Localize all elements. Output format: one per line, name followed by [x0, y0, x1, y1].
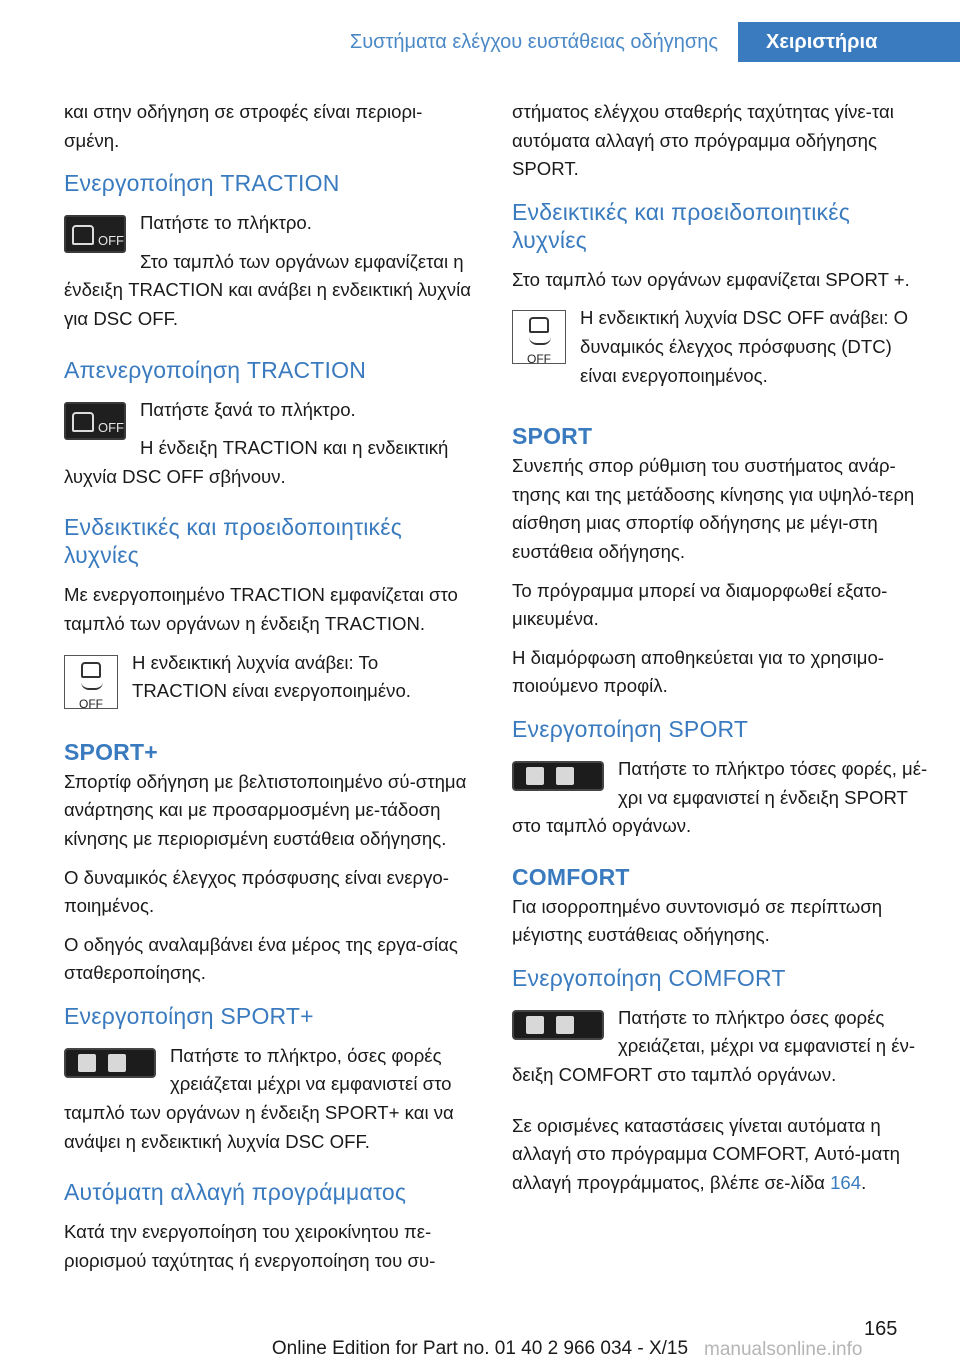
page-header	[0, 0, 960, 62]
heading-activate-sportplus: Ενεργοποίηση SPORT+	[64, 1002, 314, 1029]
heading-comfort: COMFORT	[512, 863, 630, 890]
heading-sportplus: SPORT+	[64, 738, 158, 765]
switch-button	[556, 767, 574, 785]
paragraph: Ο οδηγός αναλαμβάνει ένα μέρος της εργα-σίας σταθεροποίησης.	[64, 933, 458, 984]
paragraph: Σπορτίφ οδήγηση με βελτιστοποιημένο σύ-στημα ανάρτησης και με προσαρμοσμένη με-τάδοση κίνησης με περιορισμένη ευστάθεια οδήγησης.	[64, 770, 467, 849]
off-label: OFF	[527, 352, 551, 367]
paragraph: Η ενδεικτική λυχνία ανάβει: Το TRACTION είναι ενεργοποιημένο.	[132, 651, 411, 702]
switch-button	[108, 1054, 126, 1072]
left-column	[64, 98, 476, 1285]
text: Σε ορισμένες καταστάσεις γίνεται αυτόματα η αλλαγή στο πρόγραμμα COMFORT, Αυτό-ματη αλλαγή προγράμματος, βλέπε σε-λίδα	[512, 1114, 900, 1193]
indicator-lamp-note	[64, 649, 476, 716]
dsc-off-lamp-icon	[64, 655, 118, 709]
traction-off-button-icon	[64, 215, 126, 253]
instruction-activate-traction	[64, 209, 476, 333]
paragraph: Η ένδειξη TRACTION και η ενδεικτική λυχνία DSC OFF σβήνουν.	[64, 437, 449, 487]
indicator-lamp-note	[512, 304, 928, 400]
paragraph: Με ενεργοποιημένο TRACTION εμφανίζεται στο ταμπλό των οργάνων η ένδειξη TRACTION.	[64, 584, 458, 634]
skid-lines-icon	[529, 333, 551, 345]
traction-off-button-icon	[64, 402, 126, 440]
heading-auto-change: Αυτόματη αλλαγή προγράμματος	[64, 1179, 407, 1206]
switch-button	[526, 767, 544, 785]
switch-button	[526, 1016, 544, 1034]
heading-activate-traction: Ενεργοποίηση TRACTION	[64, 170, 340, 197]
heading-indicators: Ενδεικτικές και προειδοποιητικές λυχνίες	[64, 514, 402, 569]
paragraph: στήματος ελέγχου σταθερής ταχύτητας γίνε-ται αυτόματα αλλαγή στο πρόγραμμα οδήγησης SPORT.	[512, 101, 894, 180]
paragraph: Για ισορροπημένο συντονισμό σε περίπτωση μέγιστης ευστάθειας οδήγησης.	[512, 895, 883, 946]
paragraph: Στο ταμπλό των οργάνων εμφανίζεται SPORT +.	[512, 268, 910, 290]
watermark: manualsonline.info	[704, 1339, 863, 1360]
car-icon	[72, 225, 94, 245]
paragraph: Το πρόγραμμα μπορεί να διαμορφωθεί εξατο-μικευμένα.	[512, 579, 888, 630]
dsc-off-lamp-icon	[512, 310, 566, 367]
car-icon	[81, 662, 101, 678]
paragraph-with-link	[512, 1112, 928, 1198]
instruction-activate-sport	[512, 755, 928, 841]
car-icon	[529, 317, 549, 333]
paragraph: Πατήστε το πλήκτρο, όσες φορές χρειάζεται μέχρι να εμφανιστεί στο ταμπλό των οργάνων η ένδειξη SPORT+ και να ανάψει η ενδεικτική λυχνία DSC OFF.	[64, 1044, 454, 1152]
mode-switch-icon	[512, 761, 604, 791]
instruction-deactivate-traction	[64, 396, 476, 492]
chapter-title: Συστήματα ελέγχου ευστάθειας οδήγησης	[349, 31, 718, 53]
mode-switch-icon	[64, 1048, 156, 1078]
paragraph: Πατήστε ξανά το πλήκτρο.	[140, 398, 356, 420]
paragraph: Πατήστε το πλήκτρο όσες φορές χρειάζεται, μέχρι να εμφανιστεί η έν-δειξη COMFORT στο ταμπλό οργάνων.	[512, 1006, 916, 1086]
car-icon	[72, 412, 94, 432]
heading-deactivate-traction: Απενεργοποίηση TRACTION	[64, 356, 367, 383]
right-column	[512, 98, 928, 1207]
mode-switch-icon	[512, 1010, 604, 1040]
section-tab[interactable]: Χειριστήρια	[738, 22, 960, 62]
paragraph: Πατήστε το πλήκτρο τόσες φορές, μέ-χρι να εμφανιστεί η ένδειξη SPORT στο ταμπλό οργάνων.	[512, 757, 928, 837]
paragraph: Η διαμόρφωση αποθηκεύεται για το χρησιμο-ποιούμενο προφίλ.	[512, 646, 884, 697]
heading-sport: SPORT	[512, 423, 593, 450]
heading-activate-comfort: Ενεργοποίηση COMFORT	[512, 964, 786, 991]
instruction-activate-comfort	[512, 1004, 928, 1090]
edition-footer: Online Edition for Part no. 01 40 2 966 034 - X/15	[271, 1338, 689, 1359]
paragraph: Συνεπής σπορ ρύθμιση του συστήματος ανάρ-τησης και της μετάδοσης κίνησης για υψηλό-τερη αίσθηση μιας σπορτίφ οδήγησης με μέγι-στη ευστάθεια οδήγησης.	[512, 455, 915, 562]
paragraph: Η ενδεικτική λυχνία DSC OFF ανάβει: Ο δυναμικός έλεγχος πρόσφυσης (DTC) είναι ενεργοποιημένος.	[580, 307, 909, 386]
page-number: 165	[864, 1318, 898, 1340]
paragraph: Κατά την ενεργοποίηση του χειροκίνητου πε-ριορισμού ταχύτητας ή ενεργοποίηση του συ-	[64, 1221, 436, 1271]
paragraph: και στην οδήγηση σε στροφές είναι περιορι-σμένη.	[64, 101, 423, 151]
off-label: OFF	[79, 696, 103, 711]
text: .	[861, 1171, 867, 1193]
paragraph: Ο δυναμικός έλεγχος πρόσφυσης είναι ενεργο-ποιημένος.	[64, 866, 449, 917]
instruction-activate-sportplus	[64, 1042, 476, 1156]
heading-activate-sport: Ενεργοποίηση SPORT	[512, 715, 749, 742]
paragraph: Στο ταμπλό των οργάνων εμφανίζεται η ένδειξη TRACTION και ανάβει η ενδεικτική λυχνία για DSC OFF.	[64, 250, 471, 329]
skid-lines-icon	[81, 678, 103, 690]
off-label: OFF	[98, 419, 124, 435]
switch-button	[556, 1016, 574, 1034]
paragraph: Πατήστε το πλήκτρο.	[140, 212, 312, 234]
switch-button	[78, 1054, 96, 1072]
page-reference-link[interactable]: 164	[830, 1171, 862, 1193]
heading-indicators: Ενδεικτικές και προειδοποιητικές λυχνίες	[512, 198, 850, 253]
off-label: OFF	[98, 233, 124, 249]
